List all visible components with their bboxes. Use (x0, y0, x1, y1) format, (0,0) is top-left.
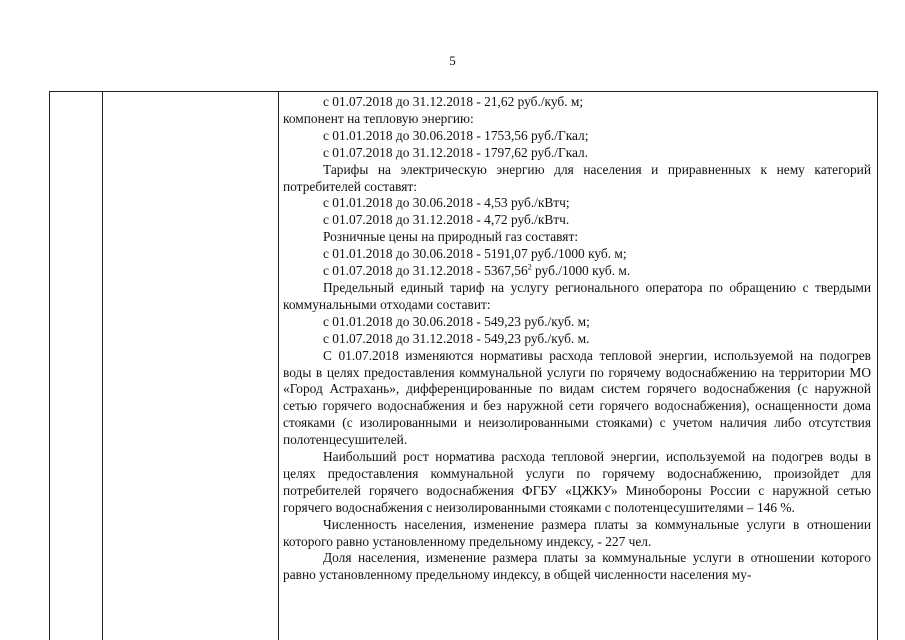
tariff-line: с 01.01.2018 до 30.06.2018 - 5191,07 руб./1000 куб. м; (323, 246, 627, 262)
population-share-paragraph: Доля населения, изменение размера платы за коммунальные услуги в отношении которого равно установленному предельному индексу, в общей численности населения му- (283, 550, 871, 583)
waste-tariff-paragraph: Предельный единый тариф на услугу регионального оператора по обращению с твердыми коммунальными отходами составит: (283, 279, 871, 312)
tariff-line: с 01.01.2018 до 30.06.2018 - 4,53 руб./кВтч; (323, 195, 570, 211)
footnote-marker: 2 (527, 262, 532, 272)
tariff-line: с 01.01.2018 до 30.06.2018 - 1753,56 руб./Гкал; (323, 127, 589, 143)
gas-prices-heading: Розничные цены на природный газ составят: (323, 229, 579, 245)
tariff-line: с 01.07.2018 до 31.12.2018 - 1797,62 руб./Гкал. (323, 144, 589, 160)
largest-growth-paragraph: Наибольший рост норматива расхода тепловой энергии, используемой на подогрев воды в целях предоставления коммунальной услуги по горячему водоснабжению, произойдет для потребителей горячего водоснабжения ФГБУ «ЦЖКУ» Минобороны России с наружной сетью горячего водоснабжения с неизолированными стояками с полотенцесушителями – 146 %. (283, 449, 871, 515)
tariff-line: с 01.07.2018 до 31.12.2018 - 21,62 руб./куб. м; (323, 94, 584, 109)
electricity-tariffs-paragraph: Тарифы на электрическую энергию для населения и приравненных к нему категорий потребителей составят: (283, 161, 871, 194)
tariff-line: с 01.07.2018 до 31.12.2018 - 4,72 руб./кВтч. (323, 212, 570, 228)
population-count-paragraph: Численность населения, изменение размера платы за коммунальные услуги в отношении которого равно установленному предельному индексу, - 227 чел. (283, 516, 871, 549)
tariff-line-tail: руб./1000 куб. м. (531, 263, 631, 279)
heat-norms-paragraph: С 01.07.2018 изменяются нормативы расхода тепловой энергии, используемой на подогрев воды в целях предоставления коммунальной услуги по горячему водоснабжению на территории МО «Город Астрахань», дифференцированные по видам систем горячего водоснабжения (с наружной сетью горячего водоснабжения и без наружной сети горячего водоснабжения), оснащенности дома стояками (с изолированными и неизолированными стояками) с учетом наличия либо отсутствия полотенцесушителей. (283, 347, 871, 448)
tariff-line-text: с 01.07.2018 до 31.12.2018 - 5367,56 (323, 263, 528, 279)
page-number: 5 (449, 53, 456, 68)
table-column-name (103, 92, 279, 640)
heat-component-heading: компонент на тепловую энергию: (283, 110, 474, 126)
tariff-line: с 01.07.2018 до 31.12.2018 - 549,23 руб./куб. м. (323, 330, 590, 346)
table-column-content (279, 92, 877, 640)
document-table (49, 91, 878, 640)
tariff-line: с 01.01.2018 до 30.06.2018 - 549,23 руб./куб. м; (323, 313, 590, 329)
tariff-line (283, 263, 871, 280)
table-column-number (50, 92, 103, 640)
